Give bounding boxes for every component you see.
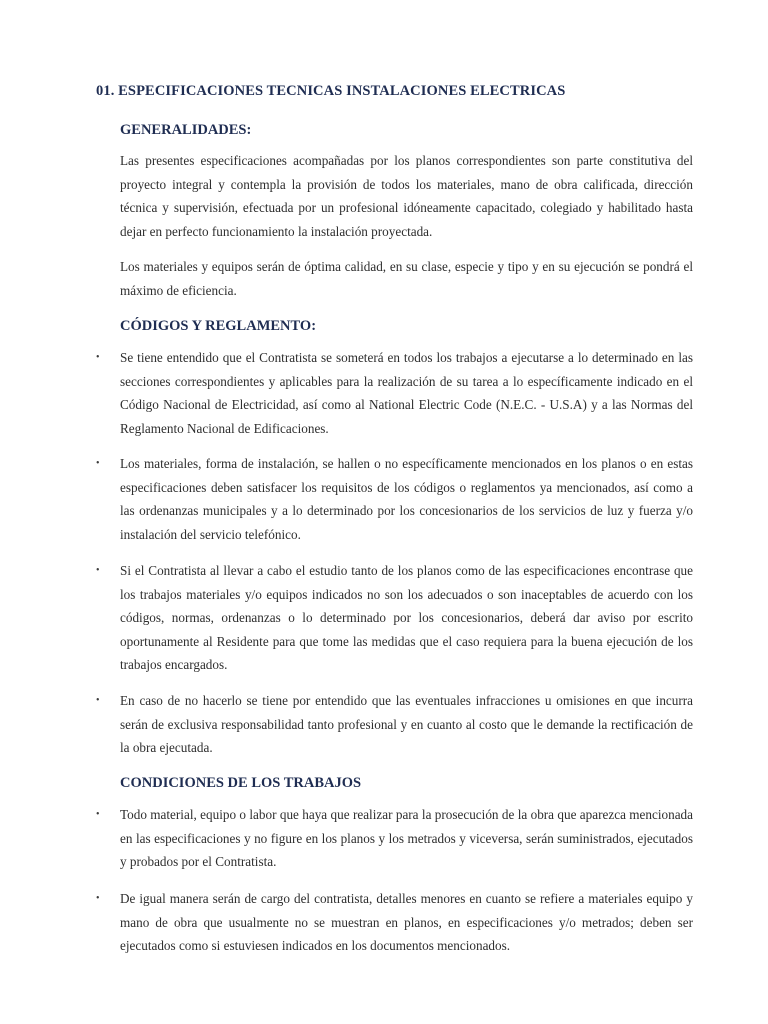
paragraph-generalidades-2: Los materiales y equipos serán de óptima calidad, en su clase, especie y tipo y en su ejecución se pondrá el máximo de eficiencia.: [120, 259, 693, 298]
bullet-icon: •: [96, 565, 100, 576]
document-title: 01. ESPECIFICACIONES TECNICAS INSTALACIONES ELECTRICAS: [96, 83, 566, 99]
list-item-text: Si el Contratista al llevar a cabo el estudio tanto de los planos como de las especificaciones encontrase que los trabajos materiales y/o equipos indicados no son los adecuados o son inaceptables de acuerdo con los códigos, normas, ordenanzas o lo determinado por los concesionarios, deberá dar aviso por escrito oportunamente al Residente para que tome las medidas que el caso requiera para la buena ejecución de los trabajos encargados.: [120, 563, 693, 672]
list-item-text: De igual manera serán de cargo del contratista, detalles menores en cuanto se refiere a materiales equipo y mano de obra que usualmente no se muestran en planos, en especificaciones y/o metrados; deben ser ejecutados como si estuviesen indicados en los documentos mencionados.: [120, 891, 693, 953]
list-item-text: Los materiales, forma de instalación, se hallen o no específicamente mencionados en los planos o en estas especificaciones deben satisfacer los requisitos de los códigos o reglamentos ya mencionados, así como a las ordenanzas municipales y a lo determinado por los concesionarios de los servicios de luz y fuerza y/o instalación del servicio telefónico.: [120, 456, 693, 542]
list-item-text: Se tiene entendido que el Contratista se someterá en todos los trabajos a ejecutarse a lo determinado en las secciones correspondientes y aplicables para la realización de su tarea a lo específicamente indicado en el Código Nacional de Electricidad, así como al National Electric Code (N.E.C. - U.S.A) y a las Normas del Reglamento Nacional de Edificaciones.: [120, 350, 693, 436]
list-item-text: Todo material, equipo o labor que haya que realizar para la prosecución de la obra que aparezca mencionada en las especificaciones y no figure en los planos y los metrados y viceversa, serán suministrados, ejecutados y probados por el Contratista.: [120, 807, 693, 869]
heading-generalidades: GENERALIDADES:: [120, 122, 252, 138]
paragraph-generalidades-1: Las presentes especificaciones acompañadas por los planos correspondientes son parte constitutiva del proyecto integral y contempla la provisión de todos los materiales, mano de obra calificada, dirección técnica y supervisión, efectuada por un profesional idóneamente capacitado, colegiado y habilitado hasta dejar en perfecto funcionamiento la instalación proyectada.: [120, 153, 693, 239]
bullet-icon: •: [96, 809, 100, 820]
bullet-icon: •: [96, 458, 100, 469]
bullet-icon: •: [96, 352, 100, 363]
list-item-text: En caso de no hacerlo se tiene por entendido que las eventuales infracciones u omisiones en que incurra serán de exclusiva responsabilidad tanto profesional y en cuanto al costo que le demande la rectificación de la obra ejecutada.: [120, 693, 693, 755]
bullet-icon: •: [96, 695, 100, 706]
heading-codigos: CÓDIGOS Y REGLAMENTO:: [120, 318, 317, 334]
heading-condiciones: CONDICIONES DE LOS TRABAJOS: [120, 775, 362, 791]
bullet-icon: •: [96, 893, 100, 904]
